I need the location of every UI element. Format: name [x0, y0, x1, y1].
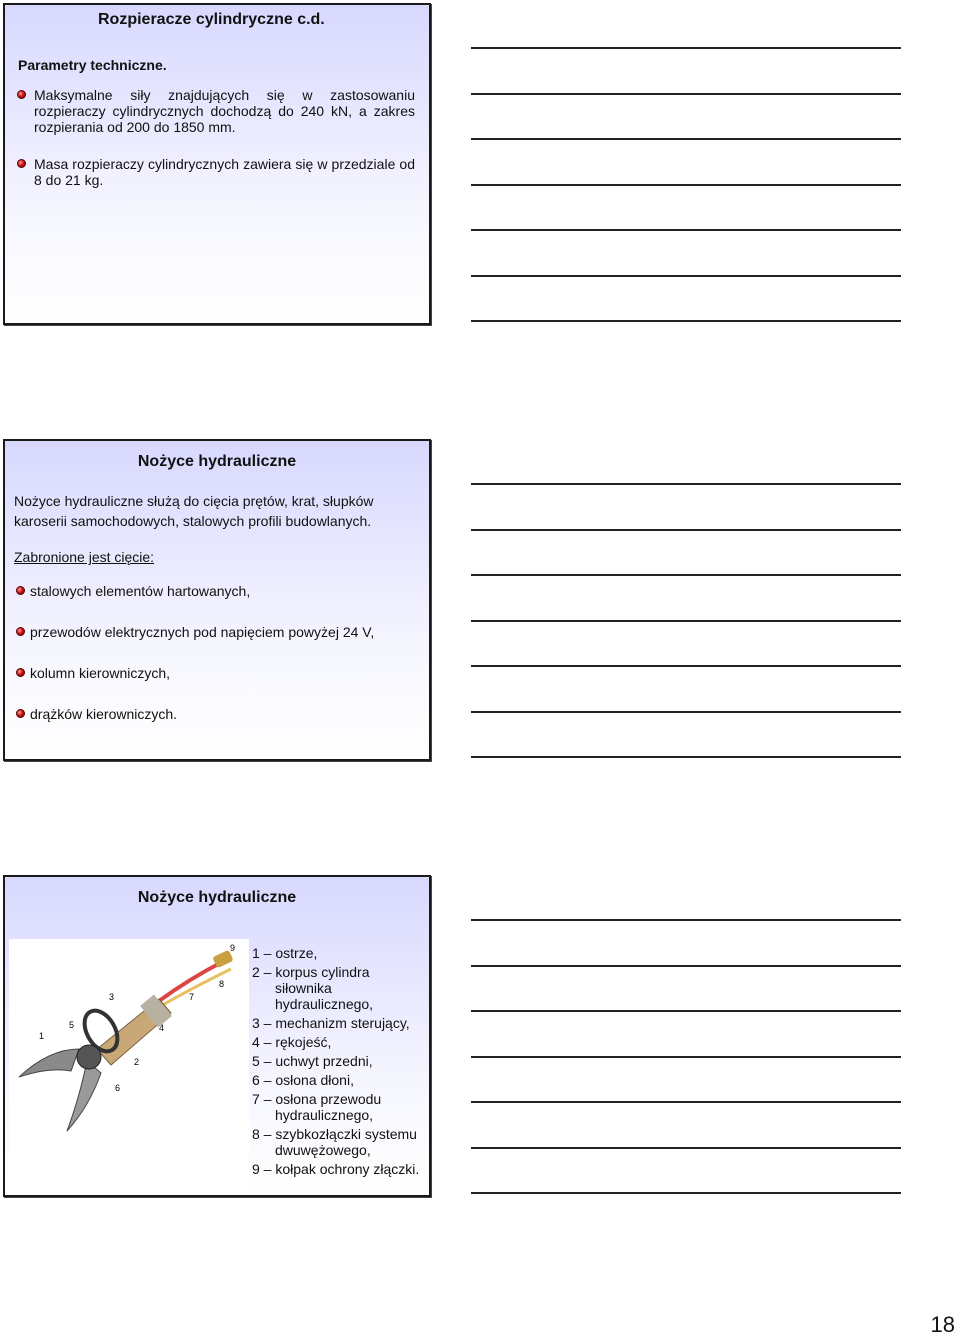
slide-title: Nożyce hydrauliczne: [137, 453, 297, 470]
legend-item: 6 – osłona dłoni,: [252, 1072, 354, 1088]
label-2: 2: [134, 1057, 140, 1067]
bullet-icon: [16, 627, 25, 636]
label-3: 3: [109, 992, 115, 1002]
bullet-icon: [16, 668, 25, 677]
label-5: 5: [69, 1020, 75, 1030]
slide-intro: Nożyce hydrauliczne służą do cięcia prętów, krat, słupków karoserii samochodowych, stalowych profili budowlanych.: [14, 493, 374, 529]
label-7: 7: [189, 992, 195, 1002]
bullet-item: przewodów elektrycznych pod napięciem powyżej 24 V,: [5, 624, 429, 640]
legend-item: 5 – uchwyt przedni,: [252, 1053, 373, 1069]
legend-item: 4 – rękojeść,: [252, 1034, 332, 1050]
legend-item: 9 – kołpak ochrony złączki.: [252, 1161, 420, 1177]
page-number: 18: [930, 1312, 955, 1337]
label-9: 9: [230, 943, 236, 953]
legend-item: 2 – korpus cylindra siłownika hydraulicznego,: [252, 964, 374, 1012]
slide-nozyce-budowa: [3, 875, 431, 1197]
bullet-icon: [16, 586, 25, 595]
slide-nozyce-opis: [3, 439, 431, 761]
bullet-icon: [17, 159, 26, 168]
hydraulic-cutter-photo: [9, 939, 249, 1187]
forbidden-heading: Zabronione jest cięcie:: [14, 549, 155, 565]
bullet-item: Maksymalne siły znajdujących się w zastosowaniu rozpieraczy cylindrycznych dochodzą do 240 kN, a zakres rozpierania od 200 do 1850 mm.: [5, 87, 415, 135]
legend-item: 1 – ostrze,: [252, 945, 318, 961]
legend-item: 3 – mechanizm sterujący,: [252, 1015, 410, 1031]
legend-item: 7 – osłona przewodu hydraulicznego,: [252, 1091, 382, 1123]
bullet-item: drążków kierowniczych.: [5, 706, 429, 722]
label-8: 8: [219, 979, 225, 989]
label-4: 4: [159, 1023, 165, 1033]
hydraulic-cutter-icon: [9, 939, 249, 1187]
legend-item: 8 – szybkozłączki systemu dwuwężowego,: [252, 1126, 417, 1158]
label-1: 1: [39, 1031, 45, 1041]
slide-subtitle: Parametry techniczne.: [18, 57, 167, 73]
parts-legend: [252, 945, 429, 1180]
label-6: 6: [115, 1083, 121, 1093]
slide-title: Rozpieracze cylindryczne c.d.: [98, 11, 325, 28]
slide-rozpieracze: [3, 3, 431, 325]
bullet-item: Masa rozpieraczy cylindrycznych zawiera się w przedziale od 8 do 21 kg.: [5, 156, 415, 188]
bullet-icon: [17, 90, 26, 99]
bullet-item: kolumn kierowniczych,: [5, 665, 429, 681]
bullet-item: stalowych elementów hartowanych,: [5, 583, 429, 599]
slide-title: Nożyce hydrauliczne: [137, 889, 297, 906]
bullet-icon: [16, 709, 25, 718]
